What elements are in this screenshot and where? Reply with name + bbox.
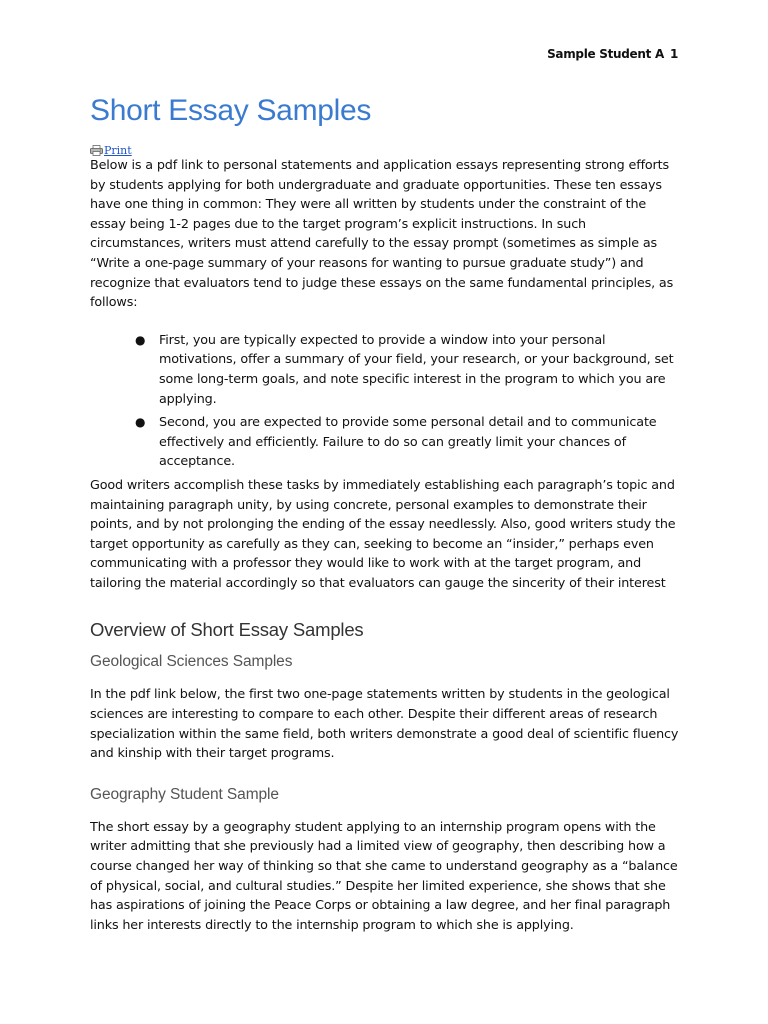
geography-paragraph: The short essay by a geography student applying to an internship program opens with the writer admitting that she previously had a limited view of geography, then describing how a course changed her way of thinking so that she came to understand geography as a “balance of physical, social, and cultural studies.” Despite her limited experience, she shows that she has aspirations of joining the Peace Corps or obtaining a law degree, and her final paragraph links her interests directly to the internship program to which she is applying. xyxy=(90,819,678,933)
guidelines-list xyxy=(90,331,680,472)
list-item-text: Second, you are expected to provide some personal detail and to communicate effectively and efficiently. Failure to do so can greatly limit your chances of acceptance. xyxy=(159,415,657,470)
geology-heading: Geological Sciences Samples xyxy=(90,653,293,671)
list-item-text: First, you are typically expected to provide a window into your personal motivations, offer a summary of your field, your research, or your background, set some long-term goals, and note specific interest in the program to which you are applying. xyxy=(159,332,674,407)
list-item xyxy=(135,413,680,472)
page-number: 1 xyxy=(669,47,678,61)
printer-icon[interactable] xyxy=(90,145,103,156)
page-title: Short Essay Samples xyxy=(90,94,372,127)
print-link[interactable]: Print xyxy=(104,144,132,157)
bullet-icon: ● xyxy=(135,415,146,430)
running-header xyxy=(547,47,678,61)
bullet-icon: ● xyxy=(135,332,146,347)
geology-paragraph: In the pdf link below, the first two one-page statements written by students in the geological sciences are interesting to compare to each other. Despite their different areas of research specialization within the same field, both writers demonstrate a good deal of scientific fluency and kinship with their target programs. xyxy=(90,687,679,762)
overview-heading: Overview of Short Essay Samples xyxy=(90,619,364,641)
intro-paragraph: Below is a pdf link to personal statements and application essays representing strong efforts by students applying for both undergraduate and graduate opportunities. These ten essays have one thing in common: They were all written by students under the constraint of the essay being 1-2 pages due to the target program’s explicit instructions. In such circumstances, writers must attend carefully to the essay prompt (sometimes as simple as “Write a one-page summary of your reasons for wanting to pursue graduate study”) and recognize that evaluators tend to judge these essays on the same fundamental principles, as follows: xyxy=(90,158,674,311)
print-row[interactable] xyxy=(90,138,680,156)
geography-heading: Geography Student Sample xyxy=(90,785,279,803)
document-body xyxy=(90,92,680,935)
list-item xyxy=(135,331,680,409)
good-writers-paragraph: Good writers accomplish these tasks by immediately establishing each paragraph’s topic and maintaining paragraph unity, by using concrete, personal examples to demonstrate their points, and by not prolonging the ending of the essay needlessly. Also, good writers study the target opportunity as carefully as they can, seeking to become an “insider,” perhaps even communicating with a professor they would like to work with at the target program, and tailoring the material accordingly so that evaluators can gauge the sincerity of their interest xyxy=(90,477,676,591)
running-head-text: Sample Student A xyxy=(547,47,664,61)
